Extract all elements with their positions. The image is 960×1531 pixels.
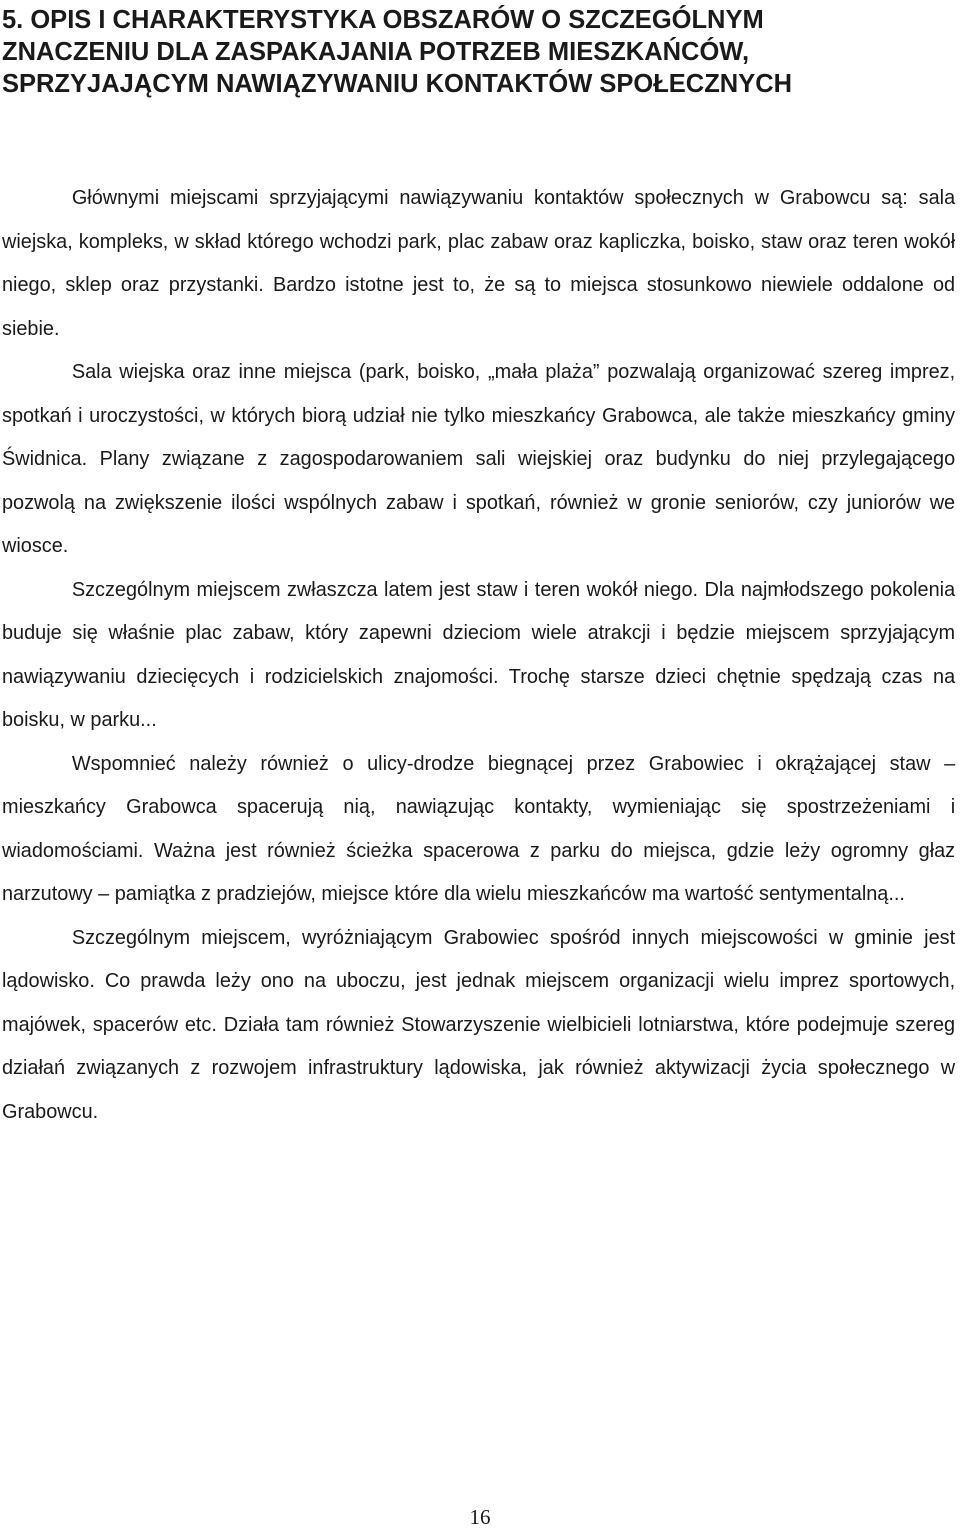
heading-line-3: SPRZYJAJĄCYM NAWIĄZYWANIU KONTAKTÓW SPOŁECZNYCH bbox=[2, 70, 793, 98]
section-heading bbox=[2, 4, 956, 100]
paragraph-airfield: Szczególnym miejscem, wyróżniającym Grabowiec spośród innych miejscowości w gminie jest lądowisko. Co prawda leży ono na uboczu, jest jednak miejscem organizacji wielu imprez sportowych, majówek, spacerów etc. Działa tam również Stowarzyszenie wielbicieli lotniarstwa, które podejmuje szereg działań związanych z rozwojem infrastruktury lądowiska, jak również aktywizacji życia społecznego w Grabowcu. bbox=[2, 925, 956, 1123]
heading-line-2: ZNACZENIU DLA ZASPAKAJANIA POTRZEB MIESZKAŃCÓW, bbox=[2, 38, 750, 66]
paragraph-road-path: Wspomnieć należy również o ulicy-drodze biegnącej przez Grabowiec i okrążającej staw – mieszkańcy Grabowca spacerują nią, nawiązując kontakty, wymieniając się spostrzeżeniami i wiadomościami. Ważna jest również ścieżka spacerowa z parku do miejsca, gdzie leży ogromny głaz narzutowy – pamiątka z pradziejów, miejsce które dla wielu mieszkańców ma wartość sentymentalną... bbox=[2, 751, 956, 905]
section-body bbox=[2, 176, 956, 1133]
heading-line-1: 5. OPIS I CHARAKTERYSTYKA OBSZARÓW O SZCZEGÓLNYM bbox=[2, 6, 764, 34]
paragraph-meeting-places: Głównymi miejscami sprzyjającymi nawiązywaniu kontaktów społecznych w Grabowcu są: sala wiejska, kompleks, w skład którego wchodzi park, plac zabaw oraz kapliczka, boisko, staw oraz teren wokół niego, sklep oraz przystanki. Bardzo istotne jest to, że są to miejsca stosunkowo niewiele oddalone od siebie. bbox=[2, 186, 956, 340]
paragraph-pond: Szczególnym miejscem zwłaszcza latem jest staw i teren wokół niego. Dla najmłodszego pokolenia buduje się właśnie plac zabaw, który zapewni dzieciom wiele atrakcji i będzie miejscem sprzyjającym nawiązywaniu dziecięcych i rodzicielskich znajomości. Trochę starsze dzieci chętnie spędzają czas na boisku, w parku... bbox=[2, 577, 956, 731]
paragraph-village-hall: Sala wiejska oraz inne miejsca (park, boisko, „mała plaża” pozwalają organizować szereg imprez, spotkań i uroczystości, w których biorą udział nie tylko mieszkańcy Grabowca, ale także mieszkańcy gminy Świdnica. Plany związane z zagospodarowaniem sali wiejskiej oraz budynku do niej przylegającego pozwolą na zwiększenie ilości wspólnych zabaw i spotkań, również w gronie seniorów, czy juniorów we wiosce. bbox=[2, 360, 956, 557]
page-number: 16 bbox=[469, 1505, 491, 1529]
